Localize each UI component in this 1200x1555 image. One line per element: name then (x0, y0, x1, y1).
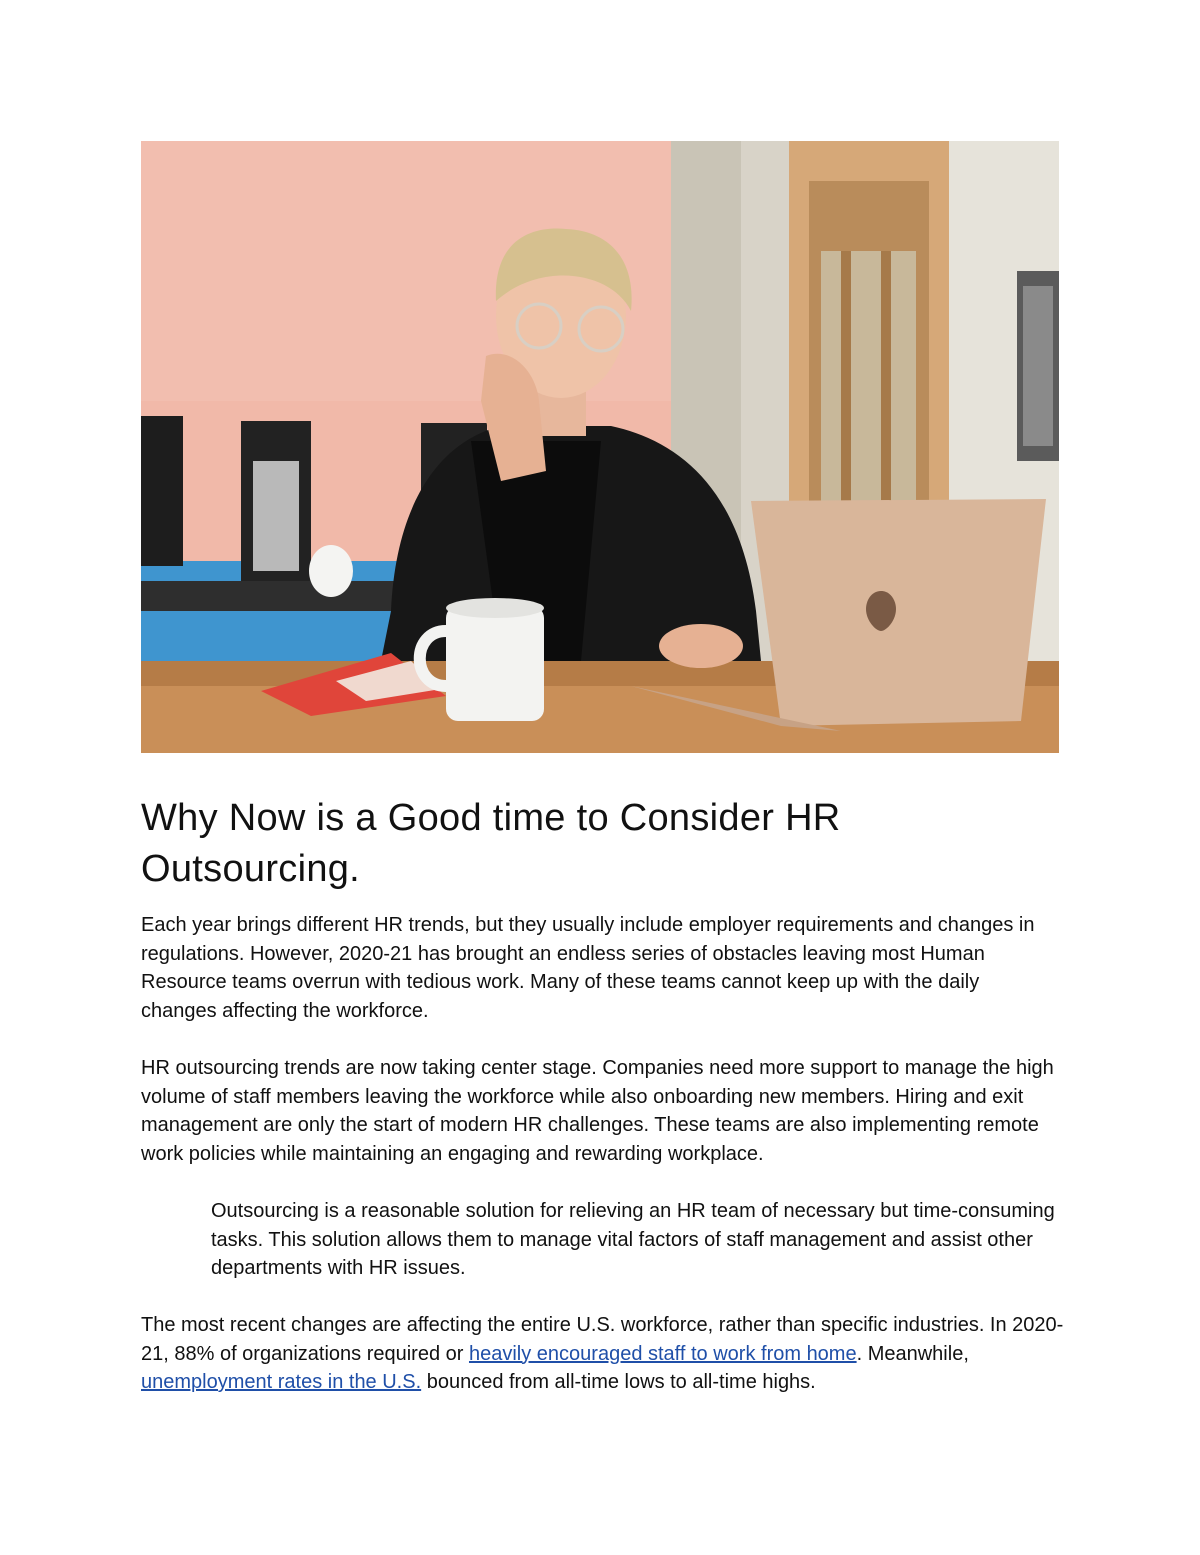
article-title: Why Now is a Good time to Consider HR Outsourcing. (141, 797, 841, 890)
paragraph-trends: HR outsourcing trends are now taking center stage. Companies need more support to manage the high volume of staff members leaving the workforce while also onboarding new members. Hiring and exit management are only the start of modern HR challenges. These teams are also implementing remote work policies while maintaining an engaging and rewarding workplace. (141, 1057, 1054, 1165)
paragraph-text: . Meanwhile, (856, 1342, 969, 1365)
paragraph-text: The most recent changes are affecting the entire U.S. workforce, rather than specific industries. In 2020-21, 88% of organizations required or (141, 1314, 1064, 1365)
woman-at-laptop-photo (141, 141, 1059, 753)
hero-photo (141, 141, 1059, 753)
paragraph-workforce (141, 1311, 1071, 1397)
unemployment-rates-link[interactable]: unemployment rates in the U.S. (141, 1371, 422, 1394)
work-from-home-link[interactable]: heavily encouraged staff to work from home (468, 1342, 857, 1365)
block-quote: Outsourcing is a reasonable solution for relieving an HR team of necessary but time-consuming tasks. This solution allows them to manage vital factors of staff management and assist other departments with HR issues. (211, 1200, 1055, 1280)
paragraph-text: bounced from all-time lows to all-time highs. (421, 1371, 816, 1394)
paragraph-intro: Each year brings different HR trends, but they usually include employer requirements and changes in regulations. However, 2020-21 has brought an endless series of obstacles leaving most Human Resource teams overrun with tedious work. Many of these teams cannot keep up with the daily changes affecting the workforce. (141, 914, 1035, 1022)
